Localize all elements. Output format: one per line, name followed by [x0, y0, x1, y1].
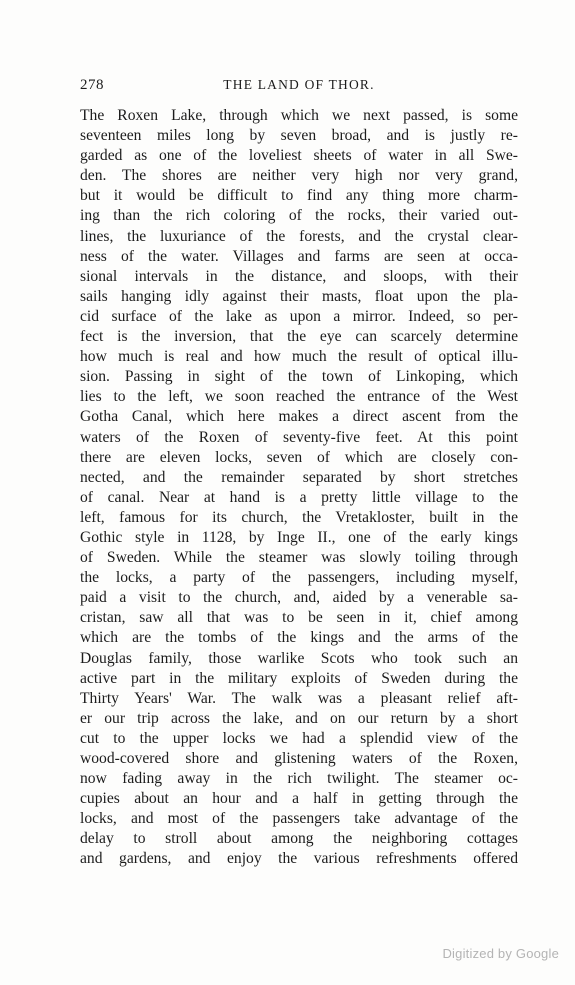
- text-line: active part in the military exploits of Sweden during the: [80, 669, 518, 687]
- text-line: ness of the water. Villages and farms are seen at occa-: [80, 247, 518, 265]
- text-line: paid a visit to the church, and, aided by a venerable sa-: [80, 589, 518, 607]
- text-line: cupies about an hour and a half in getting through the: [80, 790, 518, 808]
- text-line: of canal. Near at hand is a pretty little village to the: [80, 488, 518, 506]
- text-line: and gardens, and enjoy the various refreshments offered: [80, 850, 518, 868]
- text-line: Thirty Years' War. The walk was a pleasant relief aft-: [80, 689, 518, 707]
- text-line: den. The shores are neither very high nor very grand,: [80, 167, 518, 185]
- text-line: waters of the Roxen of seventy-five feet. At this point: [80, 428, 518, 446]
- text-line: locks, and most of the passengers take advantage of the: [80, 810, 518, 828]
- text-line: cristan, saw all that was to be seen in it, chief among: [80, 609, 518, 627]
- page-number: 278: [80, 77, 104, 93]
- text-line: the locks, a party of the passengers, including myself,: [80, 569, 518, 587]
- body-text: [80, 106, 518, 870]
- text-line: Gotha Canal, which here makes a direct ascent from the: [80, 408, 518, 426]
- text-line: how much is real and how much the result of optical illu-: [80, 348, 518, 366]
- text-line: cut to the upper locks we had a splendid view of the: [80, 729, 518, 747]
- text-line: delay to stroll about among the neighboring cottages: [80, 830, 518, 848]
- text-line: lies to the left, we soon reached the entrance of the West: [80, 388, 518, 406]
- text-line: there are eleven locks, seven of which are closely con-: [80, 448, 518, 466]
- text-line: sion. Passing in sight of the town of Linkoping, which: [80, 368, 518, 386]
- digitization-watermark: Digitized by Google: [442, 946, 559, 961]
- text-line: which are the tombs of the kings and the arms of the: [80, 629, 518, 647]
- running-title: THE LAND OF THOR.: [223, 77, 375, 92]
- text-line: Douglas family, those warlike Scots who took such an: [80, 649, 518, 667]
- text-line: garded as one of the loveliest sheets of water in all Swe-: [80, 147, 518, 165]
- page-header: [80, 77, 518, 99]
- text-line: wood-covered shore and glistening waters of the Roxen,: [80, 750, 518, 767]
- text-line: left, famous for its church, the Vretakloster, built in the: [80, 508, 518, 526]
- text-line: ing than the rich coloring of the rocks, their varied out-: [80, 207, 518, 225]
- text-line: but it would be difficult to find any thing more charm-: [80, 187, 518, 205]
- text-line: er our trip across the lake, and on our return by a short: [80, 709, 518, 727]
- text-line: now fading away in the rich twilight. The steamer oc-: [80, 770, 518, 788]
- text-line: lines, the luxuriance of the forests, and the crystal clear-: [80, 227, 518, 245]
- text-line: of Sweden. While the steamer was slowly toiling through: [80, 549, 518, 567]
- text-line: sional intervals in the distance, and sloops, with their: [80, 267, 518, 285]
- text-line: nected, and the remainder separated by short stretches: [80, 468, 518, 486]
- text-line: Gothic style in 1128, by Inge II., one of the early kings: [80, 528, 518, 546]
- text-line: The Roxen Lake, through which we next passed, is some: [80, 107, 518, 124]
- text-line: seventeen miles long by seven broad, and is justly re-: [80, 127, 518, 145]
- text-line: cid surface of the lake as upon a mirror. Indeed, so per-: [80, 307, 518, 325]
- text-line: fect is the inversion, that the eye can scarcely determine: [80, 328, 518, 346]
- text-line: sails hanging idly against their masts, float upon the pla-: [80, 287, 518, 305]
